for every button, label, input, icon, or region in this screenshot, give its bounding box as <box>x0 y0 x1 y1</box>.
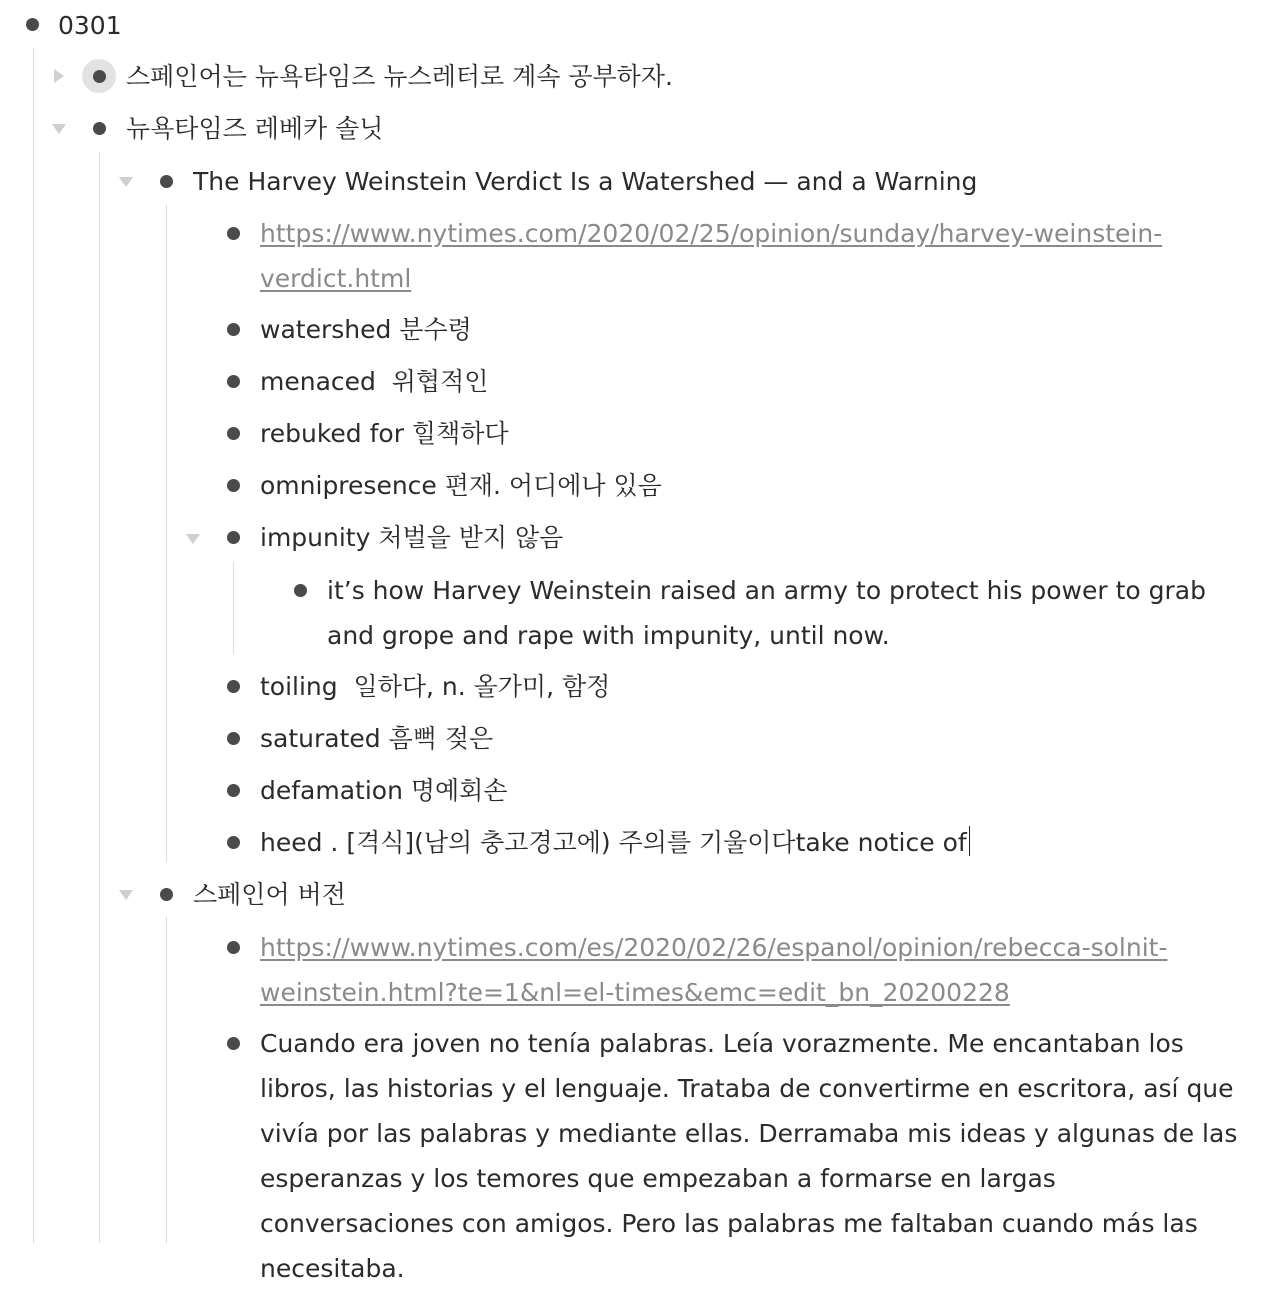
bullet-icon[interactable] <box>227 427 240 440</box>
bullet-icon[interactable] <box>227 1037 240 1050</box>
collapse-arrow-icon[interactable] <box>186 534 200 544</box>
outline-item-article-title[interactable]: The Harvey Weinstein Verdict Is a Watershed — and a Warning <box>193 167 978 196</box>
vocab-item[interactable]: saturated 흠뻑 젖은 <box>260 724 494 753</box>
bullet-icon[interactable] <box>227 227 240 240</box>
bullet-icon[interactable] <box>294 584 307 597</box>
spanish-link[interactable] <box>260 925 1168 1015</box>
collapse-arrow-icon[interactable] <box>52 124 66 134</box>
bullet-icon[interactable] <box>227 836 240 849</box>
bullet-icon[interactable] <box>227 479 240 492</box>
bullet-icon[interactable] <box>160 175 173 188</box>
bullet-icon[interactable] <box>227 784 240 797</box>
bullet-icon[interactable] <box>227 323 240 336</box>
vocab-item[interactable]: menaced 위협적인 <box>260 367 489 396</box>
bullet-icon[interactable] <box>227 732 240 745</box>
vocab-heed-text[interactable]: heed . [격식](남의 충고경고에) 주의를 기울이다take notice of <box>260 828 967 857</box>
bullet-icon[interactable] <box>160 888 173 901</box>
article-link-line1[interactable]: https://www.nytimes.com/2020/02/25/opinion/sunday/harvey-weinstein- <box>260 219 1163 248</box>
spanish-link-line2[interactable]: weinstein.html?te=1&nl=el-times&emc=edit_bn_20200228 <box>260 978 1010 1007</box>
collapse-arrow-icon[interactable] <box>119 177 133 187</box>
vocab-item-heed[interactable] <box>260 820 970 865</box>
bullet-icon[interactable] <box>93 122 106 135</box>
expand-arrow-icon[interactable] <box>54 69 64 83</box>
collapse-arrow-icon[interactable] <box>119 890 133 900</box>
guide-line-spanish <box>166 917 167 1243</box>
bullet-icon[interactable] <box>227 680 240 693</box>
spanish-link-line1[interactable]: https://www.nytimes.com/es/2020/02/26/espanol/opinion/rebecca-solnit- <box>260 933 1168 962</box>
guide-line-rebecca <box>99 152 100 1243</box>
vocab-item[interactable]: rebuked for 힐책하다 <box>260 419 509 448</box>
spanish-paragraph[interactable]: Cuando era joven no tenía palabras. Leía vorazmente. Me encantaban los libros, las historias y el lenguaje. Trataba de convertirme en escritora, así que vivía por las palabras y mediante ellas. Derramaba mis ideas y algunas de las esperanzas y los temores que empezaban a formarse en largas conversaciones con amigos. Pero las palabras me faltaban cuando más las necesitaba. <box>260 1029 1238 1283</box>
bullet-icon[interactable] <box>227 941 240 954</box>
impunity-example[interactable]: it’s how Harvey Weinstein raised an army to protect his power to grab and grope and rape with impunity, until now. <box>327 576 1206 650</box>
article-link-line2[interactable]: verdict.html <box>260 264 412 293</box>
bullet-icon[interactable] <box>26 18 39 31</box>
guide-line-impunity <box>233 562 234 654</box>
vocab-item[interactable]: omnipresence 편재. 어디에나 있음 <box>260 471 662 500</box>
guide-line-root <box>33 48 34 1243</box>
outline-item-rebecca-solnit[interactable]: 뉴욕타임즈 레베카 솔닛 <box>126 114 384 143</box>
vocab-item[interactable]: watershed 분수령 <box>260 315 472 344</box>
vocab-item[interactable]: toiling 일하다, n. 올가미, 함정 <box>260 672 611 701</box>
outline-item-spanish-note[interactable]: 스페인어는 뉴욕타임즈 뉴스레터로 계속 공부하자. <box>126 62 673 91</box>
bullet-icon[interactable] <box>93 70 106 83</box>
text-cursor <box>969 826 971 856</box>
root-title[interactable]: 0301 <box>58 11 122 40</box>
guide-line-article <box>166 205 167 862</box>
outline-item-spanish-version[interactable]: 스페인어 버전 <box>193 880 346 909</box>
bullet-icon[interactable] <box>227 375 240 388</box>
vocab-item[interactable]: defamation 명예회손 <box>260 776 508 805</box>
vocab-item-impunity[interactable]: impunity 처벌을 받지 않음 <box>260 523 564 552</box>
bullet-icon[interactable] <box>227 531 240 544</box>
article-link[interactable] <box>260 211 1162 301</box>
